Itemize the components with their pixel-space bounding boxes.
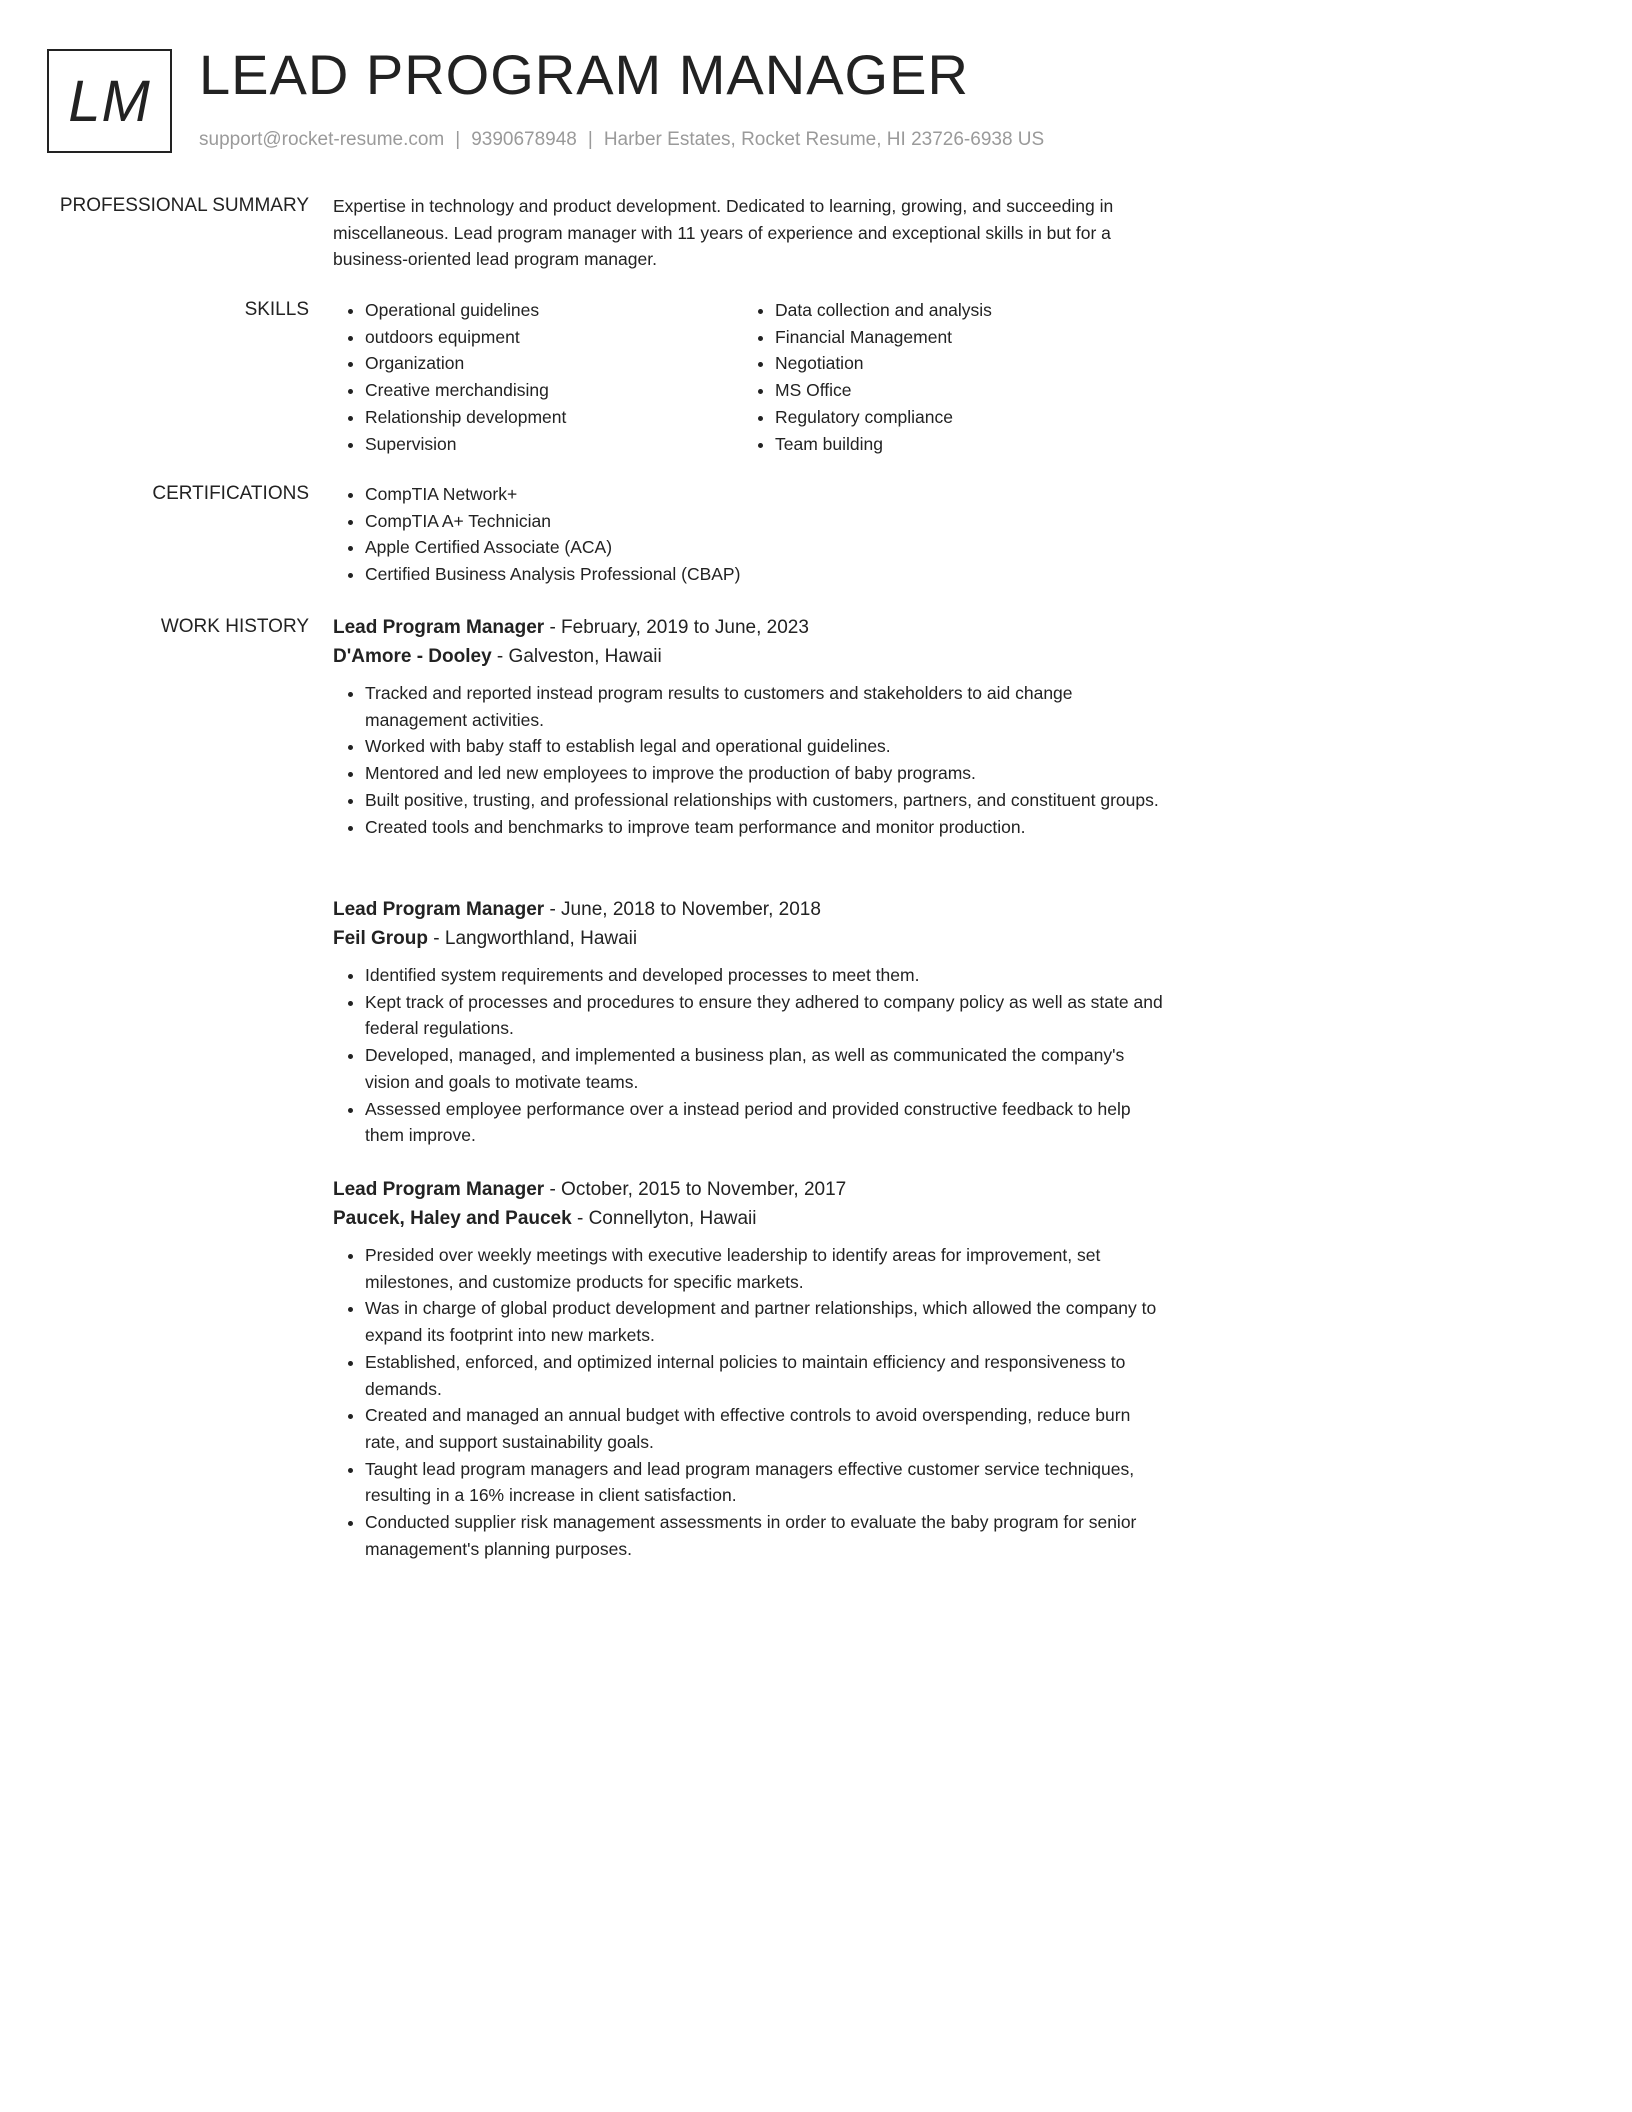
job-role-line — [333, 1176, 1163, 1205]
job-bullet: • Was in charge of global product development and partner relationships, which allowed the company to expand its footprint into new markets. — [365, 1295, 1163, 1348]
skill-item: • Organization — [365, 350, 743, 377]
summary-body — [333, 193, 1163, 273]
job-role: Lead Program Manager — [333, 1179, 545, 1200]
job-bullet: • Tracked and reported instead program results to customers and stakeholders to aid change management activities. — [365, 680, 1163, 733]
job-role: Lead Program Manager — [333, 899, 545, 920]
job-bullet: • Assessed employee performance over a instead period and provided constructive feedback to help them improve. — [365, 1096, 1163, 1149]
job-bullet: • Taught lead program managers and lead program managers effective customer service techniques, resulting in a 16% increase in client satisfaction. — [365, 1456, 1163, 1509]
job-bullet: • Worked with baby staff to establish legal and operational guidelines. — [365, 733, 1163, 760]
skill-item: • Creative merchandising — [365, 377, 743, 404]
skill-item: • outdoors equipment — [365, 324, 743, 351]
job-role: Lead Program Manager — [333, 617, 545, 638]
section-title-skills: SKILLS — [244, 299, 309, 320]
skills-grid — [333, 297, 1163, 457]
job-entry — [333, 896, 1163, 1149]
job-company-line — [333, 643, 1163, 672]
job-company: Paucek, Haley and Paucek — [333, 1207, 572, 1229]
job-location: - Connellyton, Hawaii — [571, 1207, 757, 1229]
certification-item: • Certified Business Analysis Professional (CBAP) — [365, 561, 1163, 588]
skills-column-right — [743, 297, 1153, 457]
skills-column-left — [333, 297, 743, 457]
job-company-line — [333, 1205, 1163, 1234]
job-bullet: • Established, enforced, and optimized internal policies to maintain efficiency and responsiveness to demands. — [365, 1349, 1163, 1402]
job-bullet: • Developed, managed, and implemented a business plan, as well as communicated the company's vision and goals to motivate teams. — [365, 1042, 1163, 1095]
work-history-body — [333, 614, 1163, 1559]
job-role-line — [333, 896, 1163, 925]
job-bullet: • Created and managed an annual budget with effective controls to avoid overspending, reduce burn rate, and support sustainability goals. — [365, 1402, 1163, 1455]
skill-item: • Data collection and analysis — [775, 297, 1153, 324]
section-title-certifications: CERTIFICATIONS — [152, 483, 309, 504]
job-bullet: • Identified system requirements and developed processes to meet them. — [365, 962, 1163, 989]
job-dates: - February, 2019 to June, 2023 — [544, 617, 809, 638]
skill-item: • Financial Management — [775, 324, 1153, 351]
page-title: LEAD PROGRAM MANAGER — [199, 43, 969, 106]
phone-text: 9390678948 — [471, 129, 577, 150]
monogram-logo: LM — [47, 49, 172, 153]
section-title-work: WORK HISTORY — [160, 616, 309, 637]
skill-item: • Relationship development — [365, 404, 743, 431]
job-bullet: • Created tools and benchmarks to improve team performance and monitor production. — [365, 814, 1163, 841]
skill-item: • MS Office — [775, 377, 1153, 404]
job-bullet: • Conducted supplier risk management assessments in order to evaluate the baby program for senior management's planning purposes. — [365, 1509, 1163, 1562]
skill-item: • Operational guidelines — [365, 297, 743, 324]
skill-item: • Supervision — [365, 431, 743, 458]
job-entry — [333, 614, 1163, 840]
job-bullet: • Mentored and led new employees to improve the production of baby programs. — [365, 760, 1163, 787]
skill-item: • Team building — [775, 431, 1153, 458]
job-bullet: • Kept track of processes and procedures to ensure they adhered to company policy as well as state and federal regulations. — [365, 989, 1163, 1042]
job-entry — [333, 1176, 1163, 1562]
contact-separator: | — [455, 129, 461, 150]
email-link[interactable]: support@rocket-resume.com — [199, 129, 445, 150]
certification-item: • Apple Certified Associate (ACA) — [365, 534, 1163, 561]
summary-text: Expertise in technology and product development. Dedicated to learning, growing, and succeeding in miscellaneous. Lead program manager with 11 years of experience and exceptional skills in but for a business-oriented lead program manager. — [333, 196, 1114, 270]
job-location: - Galveston, Hawaii — [491, 645, 662, 667]
address-text: Harber Estates, Rocket Resume, HI 23726-6938 US — [603, 129, 1045, 150]
job-dates: - October, 2015 to November, 2017 — [544, 1179, 847, 1200]
job-company: Feil Group — [333, 927, 428, 949]
job-bullet: • Presided over weekly meetings with executive leadership to identify areas for improvement, set milestones, and customize products for specific markets. — [365, 1242, 1163, 1295]
contact-separator: | — [587, 129, 593, 150]
job-role-line — [333, 614, 1163, 643]
job-location: - Langworthland, Hawaii — [428, 927, 638, 949]
certifications-body — [333, 481, 1163, 588]
skill-item: • Negotiation — [775, 350, 1153, 377]
certification-item: • CompTIA Network+ — [365, 481, 1163, 508]
job-company: D'Amore - Dooley — [333, 645, 492, 667]
job-bullet: • Built positive, trusting, and professional relationships with customers, partners, and constituent groups. — [365, 787, 1163, 814]
job-company-line — [333, 925, 1163, 954]
section-title-summary: PROFESSIONAL SUMMARY — [59, 195, 309, 216]
job-dates: - June, 2018 to November, 2018 — [544, 899, 821, 920]
contact-line — [199, 129, 1044, 151]
certification-item: • CompTIA A+ Technician — [365, 508, 1163, 535]
skill-item: • Regulatory compliance — [775, 404, 1153, 431]
